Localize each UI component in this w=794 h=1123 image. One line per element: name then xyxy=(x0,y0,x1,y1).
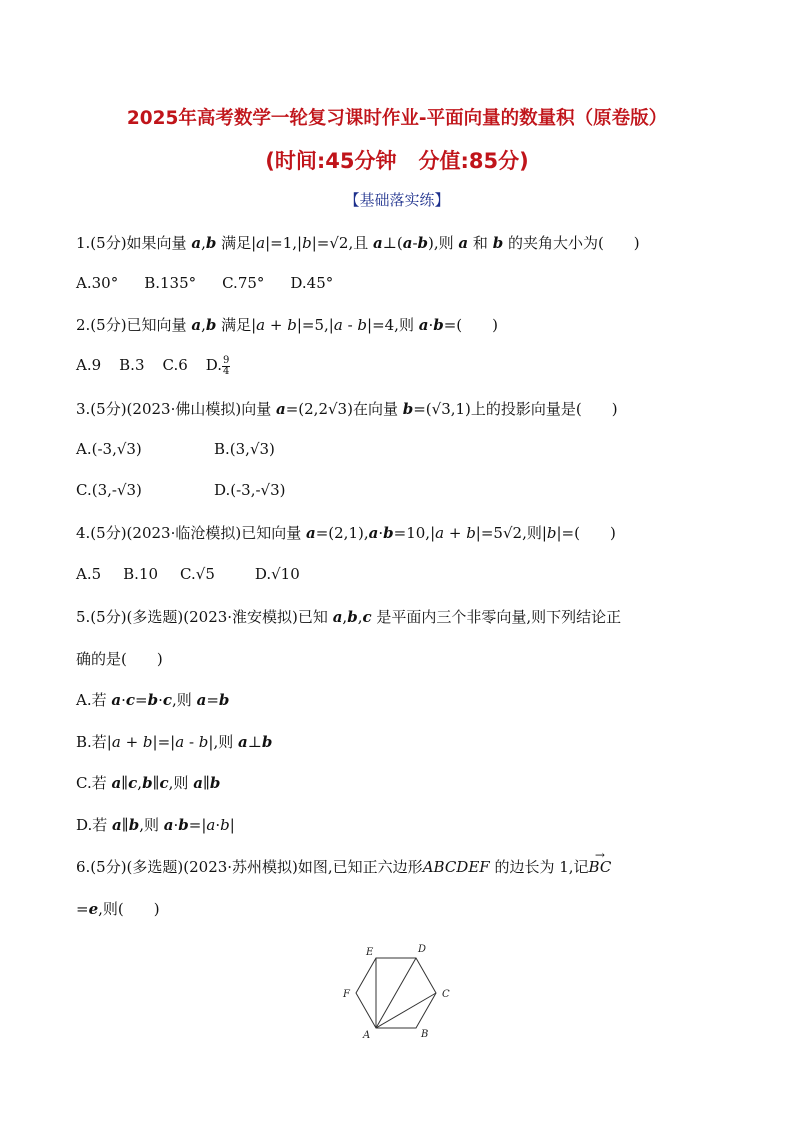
vertex-label-a: A xyxy=(363,1030,371,1041)
option: D.(-3,-√3) xyxy=(214,481,286,499)
section-heading: 【基础落实练】 xyxy=(344,191,450,209)
option: C.(3,-√3) xyxy=(76,481,142,499)
option: C.75° xyxy=(222,274,265,292)
option: A.(-3,√3) xyxy=(76,440,142,458)
question-5-option-b: B.若|a + b|=|a - b|,则 a⊥b xyxy=(76,733,273,751)
vertex-label-d: D xyxy=(418,944,427,955)
vertex-label-f: F xyxy=(343,989,350,1000)
diagonal-ad xyxy=(376,958,416,1028)
question-5-stem: 5.(5分)(多选题)(2023·淮安模拟)已知 a,b,c 是平面内三个非零向量,则下列结论正 xyxy=(76,608,622,626)
option: D.√10 xyxy=(254,565,300,583)
vertex-label-c: C xyxy=(442,989,450,1000)
question-3-stem: 3.(5分)(2023·佛山模拟)向量 a=(2,2√3)在向量 b=(√3,1)上的投影向量是( ) xyxy=(76,400,618,418)
question-5-option-c: C.若 a∥c,b∥c,则 a∥b xyxy=(76,774,221,792)
option: D.45° xyxy=(290,274,334,292)
question-4-options xyxy=(76,564,326,584)
question-1-stem: 1.(5分)如果向量 a,b 满足|a|=1,|b|=√2,且 a⊥(a-b),则 a 和 b 的夹角大小为( ) xyxy=(76,234,640,252)
question-5-option-d: D.若 a∥b,则 a·b=|a·b| xyxy=(76,816,235,834)
option: B.135° xyxy=(144,274,197,292)
option: B.10 xyxy=(123,565,159,583)
vertex-label-e: E xyxy=(366,947,374,958)
document-title: 2025年高考数学一轮复习课时作业-平面向量的数量积（原卷版） xyxy=(126,108,668,129)
option: A.5 xyxy=(76,565,102,583)
hexagon-figure xyxy=(338,940,458,1042)
question-5-option-a: A.若 a·c=b·c,则 a=b xyxy=(76,691,230,709)
document-subtitle xyxy=(0,145,794,175)
option: C.√5 xyxy=(180,565,215,583)
option: B.3 xyxy=(119,356,145,374)
option: B.(3,√3) xyxy=(214,440,275,458)
question-4-stem: 4.(5分)(2023·临沧模拟)已知向量 a=(2,1),a·b=10,|a + b|=5√2,则|b|=( ) xyxy=(76,524,616,542)
question-6-stem-cont: =e,则( ) xyxy=(76,900,160,918)
option: D. $\frac{9}{4}$ xyxy=(205,354,230,377)
vertex-label-b: B xyxy=(421,1029,429,1040)
question-1-options xyxy=(76,273,359,293)
question-2-stem: 2.(5分)已知向量 a,b 满足|a + b|=5,|a - b|=4,则 a·b=( ) xyxy=(76,316,499,334)
option: A.9 xyxy=(76,356,102,374)
question-3-options-row-2 xyxy=(76,480,312,500)
total-score: 分值:85分) xyxy=(418,149,529,173)
question-2-options xyxy=(76,355,308,377)
question-3-options-row-1 xyxy=(76,439,301,459)
question-5-stem-cont: 确的是( ) xyxy=(76,650,163,668)
diagonal-ac xyxy=(376,993,436,1028)
option: C.6 xyxy=(162,356,188,374)
option: A.30° xyxy=(76,274,119,292)
question-6-stem: 6.(5分)(多选题)(2023·苏州模拟)如图,已知正六边形ABCDEF 的边长为 1,记→ BC xyxy=(76,857,611,877)
time-limit: (时间:45分钟 xyxy=(265,149,397,173)
